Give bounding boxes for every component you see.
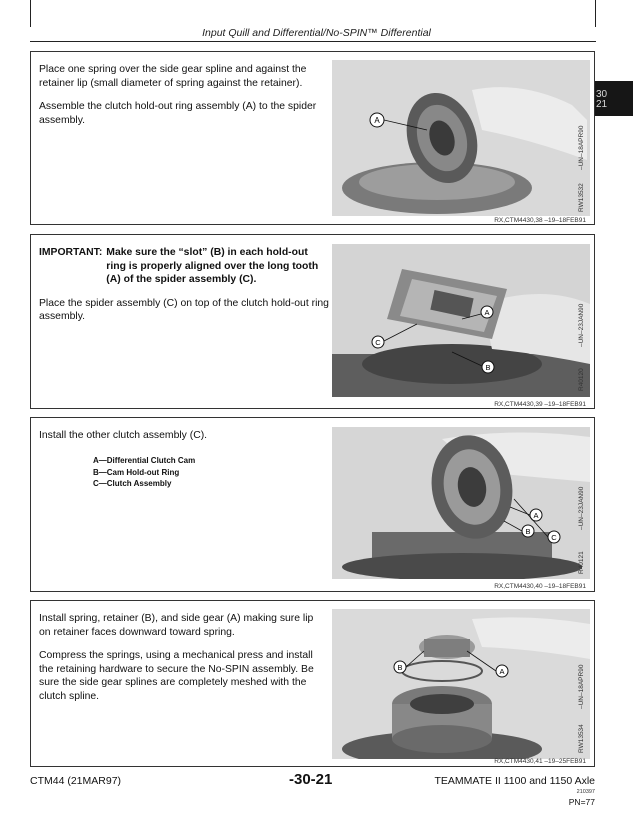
important-text: Make sure the “slot” (B) in each hold-out ring is properly aligned over the long tooth (A) of the spider assembly (C).	[106, 247, 319, 286]
step-panel-1	[30, 51, 595, 225]
important-label: IMPORTANT:	[39, 247, 103, 258]
section-tab-number-text: 30 21	[596, 89, 608, 110]
step-3-photo-date	[578, 487, 585, 530]
step-2-paragraph-1: Place the spider assembly (C) on top of the clutch hold-out ring assembly.	[39, 297, 329, 323]
step-4-photo-date	[578, 665, 585, 709]
step-1-photo	[332, 60, 590, 216]
step-3-legend	[93, 455, 195, 490]
step-4-photo	[332, 609, 590, 759]
step-panel-4	[30, 600, 595, 767]
step-3-photo	[332, 427, 590, 579]
callout-a3-label: A	[533, 511, 539, 520]
callout-c3-label: C	[551, 533, 557, 542]
callout-b3-label: B	[525, 527, 531, 536]
footer-doc-id: CTM44 (21MAR97)	[30, 775, 122, 787]
step-2-photo-date	[578, 304, 585, 347]
section-tab-number	[596, 90, 607, 110]
step-4-photo-code	[578, 724, 585, 753]
step-2-photo-date-text: –UN–23JAN90	[578, 303, 585, 347]
callout-a4-label: A	[499, 667, 505, 676]
step-3-photo-code-primary: R40121	[578, 551, 585, 574]
step-2-photo-code	[578, 368, 585, 391]
step-4-reference: RX,CTM4430,41 –19–25FEB91	[494, 758, 586, 765]
step-2-text	[39, 246, 329, 334]
callout-c2-label: C	[375, 338, 381, 347]
step-4-photo-code-primary: RW13534	[578, 724, 585, 753]
callout-b2-label: B	[485, 363, 491, 372]
footer-date-code: 210397	[576, 789, 595, 795]
step-4-text	[39, 612, 324, 714]
step-1-photo-date	[578, 126, 585, 170]
step-4-photo-date-text: –UN–18APR90	[578, 664, 585, 709]
step-1-paragraph-2: Assemble the clutch hold-out ring assembly (A) to the spider assembly.	[39, 101, 317, 126]
step-2-photo-code-primary: R40120	[578, 368, 585, 391]
callout-a2-label: A	[484, 308, 490, 317]
step-3-reference: RX,CTM4430,40 –19–18FEB91	[494, 583, 586, 590]
step-panel-3	[30, 417, 595, 592]
legend-item-c: C—Clutch Assembly	[93, 479, 172, 488]
footer-page-number: -30-21	[289, 771, 333, 788]
footer-product-title: TEAMMATE II 1100 and 1150 Axle	[434, 775, 595, 787]
callout-b4-label: B	[397, 663, 403, 672]
callout-a-label: A	[374, 116, 380, 125]
left-margin-line	[30, 0, 31, 27]
step-1-text	[39, 63, 324, 137]
step-2-photo	[332, 244, 590, 397]
step-3-photo-date-text: –UN–23JAN90	[578, 486, 585, 530]
step-3-photo-code	[578, 551, 585, 574]
right-margin-line	[595, 0, 596, 27]
legend-item-b: B—Cam Hold-out Ring	[93, 467, 180, 477]
page-header: Input Quill and Differential/No-SPIN™ Differential	[202, 27, 431, 39]
important-note	[39, 246, 329, 287]
step-2-reference: RX,CTM4430,39 –19–18FEB91	[494, 401, 586, 408]
step-3-text	[39, 429, 324, 453]
step-panel-2	[30, 234, 595, 409]
header-rule	[30, 41, 596, 42]
step-1-photo-code	[578, 183, 585, 212]
step-1-paragraph-1: Place one spring over the side gear spline and against the retainer lip (small diameter of spring against the retainer).	[39, 64, 307, 89]
step-1-photo-date-text: –UN–18APR90	[578, 125, 585, 170]
step-3-paragraph-1: Install the other clutch assembly (C).	[39, 430, 208, 441]
step-4-paragraph-2: Compress the springs, using a mechanical press and install the retaining hardware to secure the No-SPIN assembly. Be sure the side gear splines are completely meshed with the clutch spline.	[39, 650, 314, 702]
legend-item-a: A—Differential Clutch Cam	[93, 456, 196, 465]
step-1-photo-code-primary: RW13532	[578, 183, 585, 212]
step-4-paragraph-1: Install spring, retainer (B), and side gear (A) making sure lip on retainer faces downward toward spring.	[39, 613, 314, 638]
step-1-reference: RX,CTM4430,38 –19–18FEB91	[494, 217, 586, 224]
footer-pn: PN=77	[568, 797, 595, 807]
